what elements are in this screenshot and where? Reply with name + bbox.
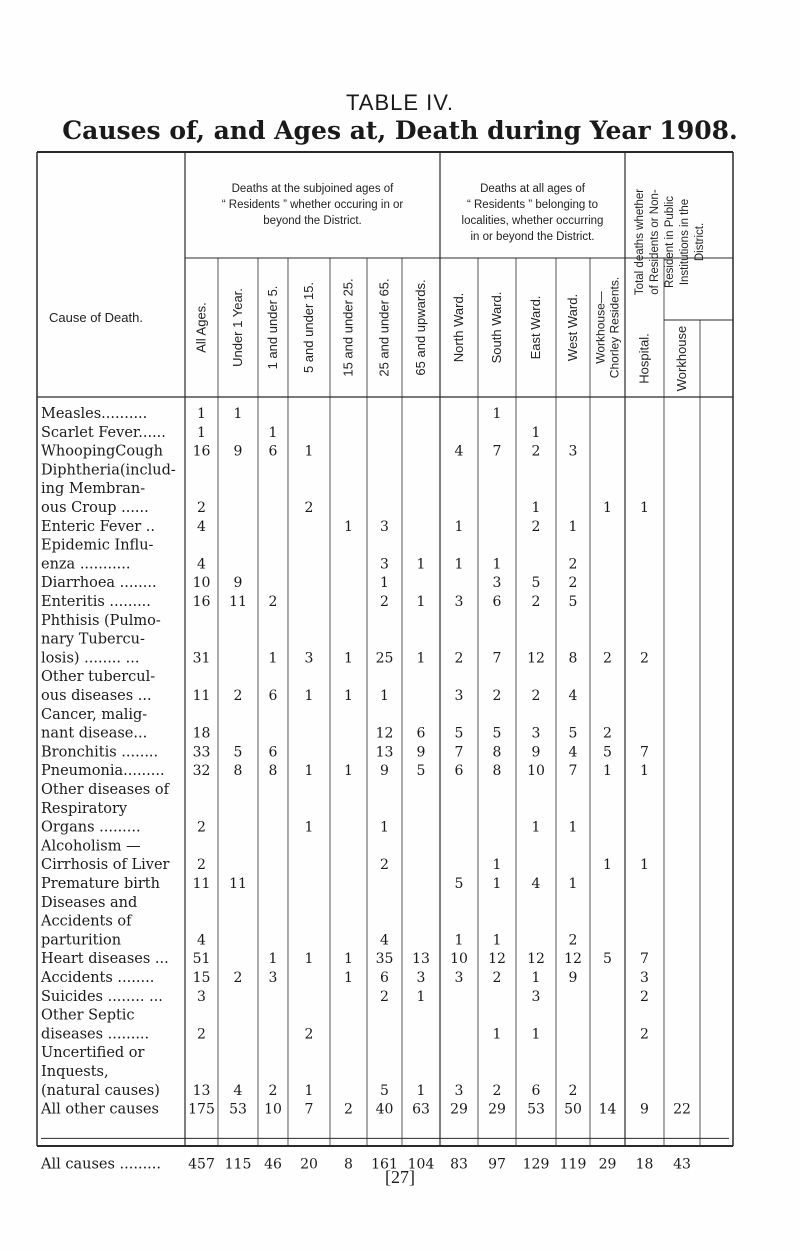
cell-value: 3 xyxy=(531,725,541,742)
cell-value: 3 xyxy=(454,1082,464,1099)
cell-value: 1 xyxy=(416,1082,426,1099)
cell-value: 9 xyxy=(416,744,426,761)
cell-value: 13 xyxy=(375,744,394,761)
column-header-age: 25 and under 65. xyxy=(376,278,392,377)
column-header-locality: East Ward. xyxy=(528,295,543,360)
header-total-group-text: Institutions in the xyxy=(679,198,691,286)
cell-value: 1 xyxy=(416,556,426,573)
header-ages-group-text: Deaths at the subjoined ages of xyxy=(231,183,394,195)
cell-value: 6 xyxy=(454,763,464,780)
cell-value: 1 xyxy=(454,518,464,535)
cell-value: 1 xyxy=(233,406,243,422)
column-header-institution: Workhouse xyxy=(674,325,689,392)
total-value: 97 xyxy=(488,1156,506,1173)
cause-label: nary Tubercu- xyxy=(41,631,145,648)
cell-value: 2 xyxy=(640,1026,649,1043)
cell-value: 5 xyxy=(492,725,502,742)
column-header-age: 65 and upwards. xyxy=(413,279,428,376)
cause-label: WhoopingCough xyxy=(41,443,164,460)
cell-value: 6 xyxy=(380,970,389,986)
total-value: 8 xyxy=(344,1156,353,1173)
cell-value: 3 xyxy=(454,970,464,986)
cell-value: 12 xyxy=(564,951,582,968)
cause-label: Organs ......... xyxy=(41,819,141,836)
cell-value: 15 xyxy=(192,970,211,986)
cell-value: 5 xyxy=(531,575,541,592)
cell-value: 4 xyxy=(197,518,206,535)
cell-value: 2 xyxy=(233,688,243,704)
cell-value: 1 xyxy=(454,932,464,949)
cell-value: 5 xyxy=(380,1082,389,1099)
cell-value: 53 xyxy=(527,1101,545,1118)
cause-label: Other diseases of xyxy=(41,782,169,798)
cause-label: Scarlet Fever...... xyxy=(41,424,166,441)
cell-value: 8 xyxy=(492,744,502,761)
cell-value: 1 xyxy=(531,1026,541,1043)
cell-value: 1 xyxy=(197,406,206,422)
cell-value: 6 xyxy=(268,744,278,761)
header-ages-group-text: “ Residents ” whether occuring in or xyxy=(221,199,404,211)
cell-value: 29 xyxy=(488,1101,506,1118)
cell-value: 1 xyxy=(268,951,278,968)
column-header-locality: South Ward. xyxy=(489,291,504,364)
cell-value: 53 xyxy=(229,1101,247,1118)
cell-value: 2 xyxy=(568,575,578,592)
cell-value: 12 xyxy=(527,951,545,968)
cell-value: 2 xyxy=(380,988,389,1005)
total-value: 29 xyxy=(598,1156,617,1173)
cell-value: 8 xyxy=(568,650,578,667)
cell-value: 7 xyxy=(568,763,578,780)
cell-value: 12 xyxy=(527,650,545,667)
total-value: 115 xyxy=(224,1156,252,1173)
cell-value: 2 xyxy=(568,932,578,949)
cause-label: losis) ........ ... xyxy=(41,650,140,667)
cell-value: 1 xyxy=(380,575,389,592)
cell-value: 6 xyxy=(531,1082,541,1099)
cell-value: 1 xyxy=(492,556,502,573)
cell-value: 63 xyxy=(412,1101,430,1118)
total-value: 43 xyxy=(673,1156,691,1173)
cell-value: 2 xyxy=(197,819,206,836)
cell-value: 4 xyxy=(568,744,578,761)
cell-value: 4 xyxy=(197,556,206,573)
cause-label: Measles.......... xyxy=(41,406,148,422)
cause-label: Suicides ........ ... xyxy=(41,988,163,1005)
cell-value: 2 xyxy=(268,594,278,610)
cell-value: 8 xyxy=(233,763,243,780)
cell-value: 10 xyxy=(192,575,211,592)
cell-value: 7 xyxy=(492,650,502,667)
cell-value: 11 xyxy=(229,594,247,610)
cell-value: 2 xyxy=(380,594,389,610)
cell-value: 2 xyxy=(531,443,541,460)
cell-value: 3 xyxy=(380,518,389,535)
cell-value: 1 xyxy=(304,951,314,968)
cause-label: Inquests, xyxy=(41,1064,109,1080)
cell-value: 10 xyxy=(527,763,545,780)
cause-label: Diphtheria(includ- xyxy=(41,462,176,479)
header-localities-group-text: Deaths at all ages of xyxy=(480,183,585,195)
cell-value: 10 xyxy=(264,1101,282,1118)
header-localities-group-text: localities, whether occurring xyxy=(461,215,604,227)
cell-value: 4 xyxy=(233,1082,243,1099)
total-value: 104 xyxy=(407,1156,435,1173)
cell-value: 2 xyxy=(454,650,464,667)
cell-value: 3 xyxy=(197,988,206,1005)
cause-label: Epidemic Influ- xyxy=(41,537,154,554)
cell-value: 5 xyxy=(568,725,578,742)
header-total-group-text: of Residents or Non- xyxy=(649,189,661,295)
cell-value: 1 xyxy=(380,688,389,704)
cell-value: 16 xyxy=(192,443,211,460)
cell-value: 3 xyxy=(454,688,464,704)
cell-value: 2 xyxy=(304,1026,314,1043)
cell-value: 1 xyxy=(304,763,314,780)
cell-value: 2 xyxy=(492,1082,502,1099)
cell-value: 6 xyxy=(268,443,278,460)
cause-label: Enteritis ......... xyxy=(41,594,151,610)
cause-label: Enteric Fever .. xyxy=(41,518,156,535)
cell-value: 50 xyxy=(564,1101,582,1118)
cause-label: Alcoholism — xyxy=(41,838,141,855)
cell-value: 1 xyxy=(344,650,353,667)
cell-value: 1 xyxy=(640,763,649,780)
cause-label: diseases ......... xyxy=(41,1026,150,1043)
cell-value: 2 xyxy=(197,500,206,516)
cell-value: 6 xyxy=(492,594,502,610)
cause-label: Cancer, malig- xyxy=(41,706,148,723)
cell-value: 2 xyxy=(344,1101,353,1118)
cell-value: 1 xyxy=(568,518,578,535)
cell-value: 3 xyxy=(531,988,541,1005)
cell-value: 14 xyxy=(598,1101,617,1118)
cell-value: 2 xyxy=(531,594,541,610)
cell-value: 2 xyxy=(568,556,578,573)
cell-value: 2 xyxy=(197,1026,206,1043)
cell-value: 1 xyxy=(197,424,206,441)
cell-value: 1 xyxy=(416,594,426,610)
cell-value: 10 xyxy=(450,951,468,968)
column-header-locality: Workhouse— xyxy=(593,291,608,364)
cell-value: 3 xyxy=(380,556,389,573)
cause-label: parturition xyxy=(41,932,122,949)
total-value: 161 xyxy=(371,1156,398,1173)
cell-value: 9 xyxy=(233,443,243,460)
cell-value: 4 xyxy=(568,688,578,704)
column-header-age: All Ages. xyxy=(193,302,209,353)
cell-value: 1 xyxy=(603,857,612,874)
cause-label: (natural causes) xyxy=(41,1082,160,1099)
cause-label: nant disease... xyxy=(41,725,148,742)
cell-value: 3 xyxy=(416,970,426,986)
cell-value: 9 xyxy=(380,763,389,780)
cell-value: 11 xyxy=(192,876,211,892)
cell-value: 4 xyxy=(380,932,389,949)
cell-value: 1 xyxy=(568,819,578,836)
cell-value: 2 xyxy=(492,970,502,986)
cell-value: 3 xyxy=(454,594,464,610)
cell-value: 1 xyxy=(531,819,541,836)
cause-label: ous diseases ... xyxy=(41,688,152,704)
cell-value: 9 xyxy=(568,970,578,986)
cell-value: 5 xyxy=(603,744,612,761)
cell-value: 11 xyxy=(192,688,211,704)
cell-value: 13 xyxy=(412,951,430,968)
cause-label: ing Membran- xyxy=(41,481,146,498)
cause-label: Uncertified or xyxy=(41,1045,145,1062)
cell-value: 2 xyxy=(531,688,541,704)
cause-label: Cirrhosis of Liver xyxy=(41,857,170,874)
cause-label: Accidents of xyxy=(41,913,132,930)
cause-label: Premature birth xyxy=(41,876,160,892)
cell-value: 5 xyxy=(233,744,243,761)
cell-value: 9 xyxy=(233,575,243,592)
cell-value: 13 xyxy=(192,1082,211,1099)
cell-value: 2 xyxy=(197,857,206,874)
cell-value: 1 xyxy=(492,406,502,422)
cell-value: 2 xyxy=(568,1082,578,1099)
cause-label: Other tubercul- xyxy=(41,669,156,686)
column-header-locality: North Ward. xyxy=(451,292,466,363)
cell-value: 1 xyxy=(603,763,612,780)
header-cause-label: Cause of Death. xyxy=(49,310,143,325)
cause-label: Other Septic xyxy=(41,1007,135,1024)
cell-value: 9 xyxy=(531,744,541,761)
header-total-group-text: Resident in Public xyxy=(664,195,676,289)
cell-value: 32 xyxy=(192,763,211,780)
cell-value: 1 xyxy=(492,932,502,949)
cell-value: 2 xyxy=(640,988,649,1005)
cell-value: 2 xyxy=(603,725,612,742)
cell-value: 51 xyxy=(192,951,211,968)
cell-value: 3 xyxy=(268,970,278,986)
cell-value: 1 xyxy=(304,1082,314,1099)
cell-value: 1 xyxy=(304,443,314,460)
cell-value: 2 xyxy=(380,857,389,874)
cell-value: 1 xyxy=(344,518,353,535)
total-value: 119 xyxy=(559,1156,587,1173)
cell-value: 5 xyxy=(568,594,578,610)
cell-value: 3 xyxy=(568,443,578,460)
cell-value: 4 xyxy=(454,443,464,460)
total-value: 18 xyxy=(635,1156,654,1173)
cell-value: 31 xyxy=(192,650,211,667)
cell-value: 1 xyxy=(268,650,278,667)
cell-value: 25 xyxy=(375,650,394,667)
cell-value: 1 xyxy=(304,819,314,836)
cause-label: Pneumonia......... xyxy=(41,763,165,780)
cell-value: 1 xyxy=(454,556,464,573)
cell-value: 7 xyxy=(304,1101,314,1118)
cell-value: 2 xyxy=(233,970,243,986)
cell-value: 1 xyxy=(531,424,541,441)
cell-value: 3 xyxy=(640,970,649,986)
cell-value: 4 xyxy=(197,932,206,949)
header-localities-group-text: “ Residents ” belonging to xyxy=(466,199,599,211)
cell-value: 1 xyxy=(640,500,649,516)
cause-label: Diarrhoea ........ xyxy=(41,575,157,592)
cell-value: 7 xyxy=(492,443,502,460)
total-value: 20 xyxy=(300,1156,318,1173)
cause-label: Diseases and xyxy=(41,894,138,911)
header-total-group-text: Total deaths whether xyxy=(634,188,646,296)
cell-value: 1 xyxy=(492,857,502,874)
cell-value: 1 xyxy=(492,876,502,892)
cell-value: 6 xyxy=(268,688,278,704)
column-header-locality: Chorley Residents. xyxy=(607,276,622,379)
cell-value: 175 xyxy=(188,1101,215,1118)
cell-value: 12 xyxy=(375,725,394,742)
cell-value: 2 xyxy=(492,688,502,704)
cell-value: 7 xyxy=(454,744,464,761)
page-number: [27] xyxy=(385,1167,415,1187)
cause-label: enza ........... xyxy=(41,556,131,573)
total-value: 83 xyxy=(450,1156,468,1173)
cell-value: 8 xyxy=(268,763,278,780)
cause-label: Heart diseases ... xyxy=(41,951,169,968)
table-title: TABLE IV. xyxy=(345,90,455,115)
column-header-age: 1 and under 5. xyxy=(265,285,280,370)
cell-value: 6 xyxy=(416,725,426,742)
cell-value: 2 xyxy=(268,1082,278,1099)
cell-value: 1 xyxy=(380,819,389,836)
cell-value: 1 xyxy=(344,951,353,968)
table-subtitle: Causes of, and Ages at, Death during Year 1908. xyxy=(62,116,738,145)
cell-value: 7 xyxy=(640,744,649,761)
cell-value: 1 xyxy=(416,988,426,1005)
cell-value: 35 xyxy=(375,951,394,968)
total-value: 46 xyxy=(264,1156,282,1173)
cell-value: 2 xyxy=(640,650,649,667)
cell-value: 1 xyxy=(492,1026,502,1043)
cell-value: 2 xyxy=(603,650,612,667)
cell-value: 1 xyxy=(268,424,278,441)
cause-label: Bronchitis ........ xyxy=(41,744,159,761)
column-header-locality: West Ward. xyxy=(565,293,580,362)
cell-value: 12 xyxy=(488,951,506,968)
cell-value: 1 xyxy=(416,650,426,667)
cell-value: 11 xyxy=(229,876,247,892)
cell-value: 1 xyxy=(640,857,649,874)
cell-value: 4 xyxy=(531,876,541,892)
cell-value: 2 xyxy=(531,518,541,535)
cause-label: All other causes xyxy=(41,1101,159,1118)
cell-value: 16 xyxy=(192,594,211,610)
total-value: 457 xyxy=(188,1156,215,1173)
cell-value: 1 xyxy=(531,970,541,986)
cell-value: 1 xyxy=(568,876,578,892)
header-ages-group-text: beyond the District. xyxy=(263,215,362,227)
cell-value: 22 xyxy=(673,1101,691,1118)
cell-value: 8 xyxy=(492,763,502,780)
column-header-age: Under 1 Year. xyxy=(230,288,245,367)
cell-value: 5 xyxy=(454,876,464,892)
cell-value: 33 xyxy=(192,744,211,761)
cell-value: 1 xyxy=(344,688,353,704)
cell-value: 1 xyxy=(603,500,612,516)
cell-value: 5 xyxy=(454,725,464,742)
cell-value: 5 xyxy=(416,763,426,780)
cell-value: 1 xyxy=(531,500,541,516)
cell-value: 29 xyxy=(450,1101,468,1118)
cause-label: ous Croup ...... xyxy=(41,500,149,516)
cell-value: 40 xyxy=(375,1101,394,1118)
totals-label: All causes ......... xyxy=(41,1156,162,1173)
cell-value: 7 xyxy=(640,951,649,968)
column-header-institution: Hospital. xyxy=(636,333,652,384)
cell-value: 5 xyxy=(603,951,612,968)
total-value: 129 xyxy=(522,1156,550,1173)
cell-value: 3 xyxy=(492,575,502,592)
cause-label: Phthisis (Pulmo- xyxy=(41,612,161,629)
cell-value: 2 xyxy=(304,500,314,516)
column-header-age: 15 and under 25. xyxy=(340,278,356,377)
cause-label: Respiratory xyxy=(41,800,128,817)
cell-value: 9 xyxy=(640,1101,649,1118)
cell-value: 1 xyxy=(304,688,314,704)
header-total-group-text: District. xyxy=(694,222,706,262)
cell-value: 3 xyxy=(304,650,314,667)
cause-label: Accidents ........ xyxy=(41,970,155,986)
cell-value: 1 xyxy=(344,970,353,986)
cell-value: 18 xyxy=(192,725,211,742)
column-header-age: 5 and under 15. xyxy=(301,281,316,374)
header-localities-group-text: in or beyond the District. xyxy=(470,231,595,243)
cell-value: 1 xyxy=(344,763,353,780)
